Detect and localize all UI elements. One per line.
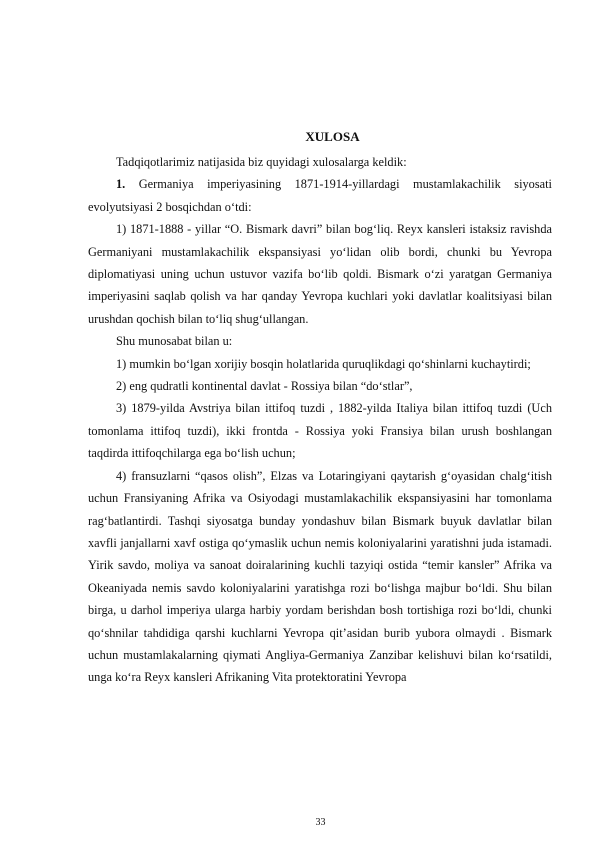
paragraph-period-1 bbox=[88, 218, 552, 330]
paragraph-text: 4) fransuzlarni “qasos olish”, Elzas va Lotaringiyani qaytarish g‘oyasidan chalg‘itish uchun Fransiyaning Afrika va Osiyodagi mustamlakachilik ekspansiyasini har tomonlama rag‘batlantirdi. Tashqi siyosatga bunday yondashuv bilan Bismark buyuk davlatlar bilan xavfli janjallarni xavf ostiga qo‘ymaslik uchun nemis koloniyalarini yaratishni juda istamadi. Yirik savdo, moliya va sanoat doiralarining kuchli tazyiqi ostida “temir kansler” Afrika va Okeaniyada nemis savdo koloniyalarini yaratishga rozi bo‘lishga majbur bo‘ldi. Shu bilan birga, u darhol imperiya ularga harbiy yordam berishdan bosh tortishiga rozi bo‘ldi, chunki qo‘shnilar tahdidiga qarshi kuchlarni Yevropa qit’asidan burib yubora olmaydi . Bismark uchun mustamlakalarning qiymati Angliya-Germaniya Zanzibar kelishuvi bilan ko‘rsatildi, unga ko‘ra Reyx kansleri Afrikaning Vita protektoratini Yevropa bbox=[88, 468, 552, 685]
section-title: XULOSA bbox=[305, 129, 360, 144]
paragraph-relation bbox=[88, 330, 552, 352]
paragraph-point-1 bbox=[88, 173, 552, 218]
paragraph-text: 1) mumkin bo‘lgan xorijiy bosqin holatlarida quruqlikdagi qo‘shinlarni kuchaytirdi; bbox=[116, 356, 531, 371]
paragraph-text: Shu munosabat bilan u: bbox=[116, 334, 233, 349]
paragraph-text: Germaniya imperiyasining 1871-1914-yillardagi mustamlakachilik siyosati evolyutsiyasi 2 bosqichdan o‘tdi: bbox=[88, 177, 552, 214]
paragraph-text: 2) eng qudratli kontinental davlat - Rossiya bilan “do‘stlar”, bbox=[116, 379, 413, 394]
paragraph-intro bbox=[88, 151, 552, 173]
paragraph-item-4 bbox=[88, 465, 552, 689]
page-number: 33 bbox=[315, 817, 326, 828]
paragraph-text: Tadqiqotlarimiz natijasida biz quyidagi xulosalarga keldik: bbox=[116, 155, 407, 169]
paragraph-text: 1) 1871-1888 - yillar “O. Bismark davri” bilan bog‘liq. Reyx kansleri istaksiz ravishda Germaniyani mustamlakachilik ekspansiyasi yo‘lidan olib bordi, chunki bu Yevropa diplomatiyasi uning uchun ustuvor vazifa bo‘lib qoldi. Bismark o‘zi yaratgan Germaniya imperiyasini saqlab qolish va har qanday Yevropa kuchlari yoki davlatlar koalitsiyasi bilan urushdan qochish bilan to‘liq shug‘ullangan. bbox=[88, 222, 552, 326]
paragraph-item-1 bbox=[88, 353, 552, 375]
paragraph-number: 1. bbox=[116, 177, 126, 192]
paragraph-text: 3) 1879-yilda Avstriya bilan ittifoq tuzdi , 1882-yilda Italiya bilan ittifoq tuzdi (Uch tomonlama ittifoq tuzdi), ikki frontda - Rossiya yoki Fransiya bilan urush boshlangan taqdirda ittifoqchilarga ega bo‘lish uchun; bbox=[88, 401, 552, 461]
body-text bbox=[88, 151, 552, 689]
paragraph-item-2 bbox=[88, 375, 552, 397]
paragraph-item-3 bbox=[88, 397, 552, 464]
